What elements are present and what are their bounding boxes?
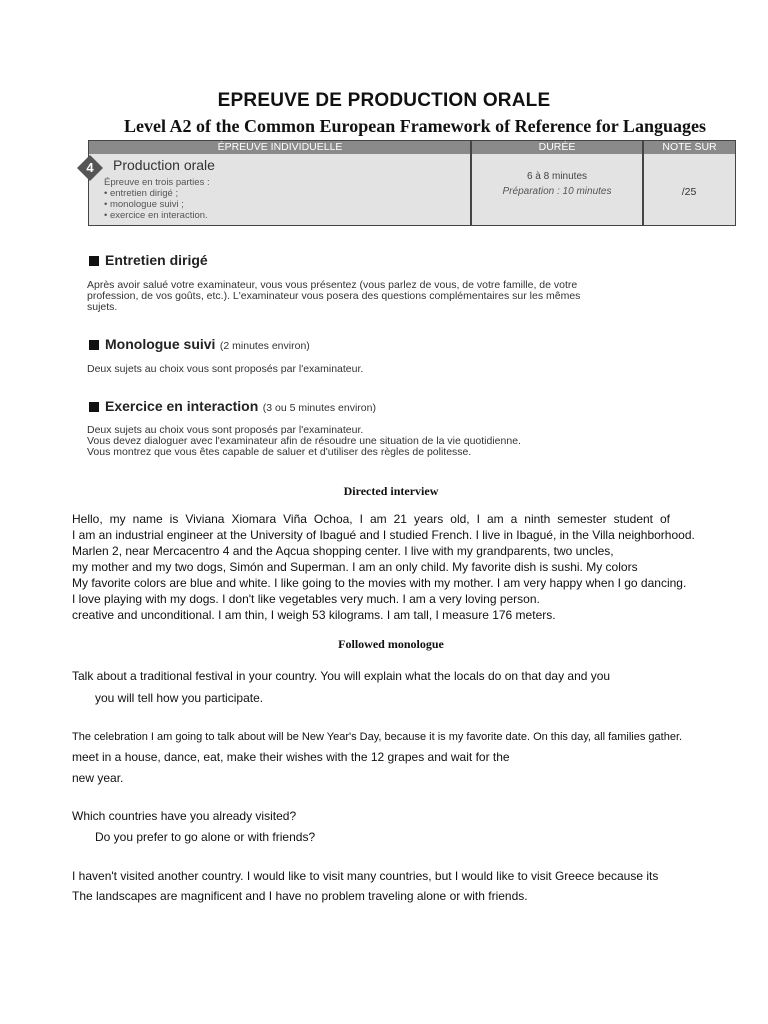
section-heading-monologue: [105, 336, 310, 354]
page-subtitle: Level A2 of the Common European Framework of Reference for Languages: [124, 116, 706, 136]
page-title: EPREUVE DE PRODUCTION ORALE: [217, 90, 551, 111]
section-text-line: Vous montrez que vous êtes capable de saluer et d'utiliser des règles de politesse.: [87, 446, 472, 458]
section-title-entretien: Entretien dirigé: [105, 252, 208, 268]
question-answer-line: The landscapes are magnificent and I have no problem traveling alone or with friends.: [72, 889, 528, 903]
square-bullet-icon: [89, 402, 99, 412]
interview-line: Hello, my name is Viviana Xiomara Viña Ochoa, I am 21 years old, I am a ninth semester student of: [72, 512, 670, 526]
question-line: Do you prefer to go alone or with friends?: [95, 830, 316, 844]
table-divider: [470, 141, 472, 225]
exam-score: /25: [681, 186, 697, 198]
question-answer-line: I haven't visited another country. I would like to visit many countries, but I would like to visit Greece because its: [72, 869, 659, 883]
exam-duration: 6 à 8 minutes: [526, 171, 588, 182]
exam-line: • monologue suivi ;: [104, 199, 184, 210]
answer-line: meet in a house, dance, eat, make their wishes with the 12 grapes and wait for the: [72, 750, 510, 764]
heading-followed-monologue: Followed monologue: [338, 637, 444, 651]
section-heading-interaction: [105, 398, 376, 416]
prompt-line: Talk about a traditional festival in your country. You will explain what the locals do on that day and you: [72, 669, 611, 683]
exam-preparation: Préparation : 10 minutes: [502, 186, 612, 197]
section-text-line: Vous devez dialoguer avec l'examinateur afin de résoudre une situation de la vie quotidienne.: [87, 435, 521, 447]
answer-line: new year.: [72, 771, 124, 785]
section-text-line: sujets.: [87, 301, 118, 313]
section-text-line: Deux sujets au choix vous sont proposés par l'examinateur.: [87, 363, 364, 375]
interview-line: I love playing with my dogs. I don't like vegetables very much. I am a very loving person.: [72, 592, 540, 606]
exam-title: Production orale: [113, 157, 215, 173]
interview-line: Marlen 2, near Mercacentro 4 and the Aqcua shopping center. I live with my grandparents, two uncles,: [72, 544, 614, 558]
col-header-duree: DURÉE: [538, 141, 576, 153]
prompt-line-first: [72, 668, 610, 685]
badge-number: 4: [86, 160, 94, 175]
section-note-interaction: (3 ou 5 minutes environ): [262, 402, 376, 414]
exam-line: • entretien dirigé ;: [104, 188, 179, 199]
heading-directed-interview: Directed interview: [343, 484, 439, 498]
exam-line: Épreuve en trois parties :: [104, 177, 210, 188]
section-text-line: profession, de vos goûts, etc.). L'examinateur vous posera des questions complémentaires sur les mêmes: [87, 290, 581, 302]
question-line: Which countries have you already visited?: [72, 809, 297, 823]
interview-line: creative and unconditional. I am thin, I weigh 53 kilograms. I am tall, I measure 176 meters.: [72, 608, 556, 622]
col-header-note: NOTE SUR: [662, 141, 717, 153]
table-divider: [642, 141, 644, 225]
interview-line: my mother and my two dogs, Simón and Superman. I am an only child. My favorite dish is sushi. My colors: [72, 560, 638, 574]
interview-line: I am an industrial engineer at the University of Ibagué and I studied French. I live in Ibagué, in the Villa neighborhood.: [72, 528, 695, 542]
section-title-monologue: Monologue suivi: [105, 336, 216, 352]
section-title-interaction: Exercice en interaction: [105, 398, 259, 414]
section-text-line: Après avoir salué votre examinateur, vous vous présentez (vous parlez de vous, de votre famille, de votre: [87, 279, 578, 291]
question-line-first: [72, 808, 296, 825]
section-note-monologue: (2 minutes environ): [219, 340, 310, 352]
square-bullet-icon: [89, 340, 99, 350]
interview-line: My favorite colors are blue and white. I like going to the movies with my mother. I am very happy when I go dancing.: [72, 576, 687, 590]
section-text-line: Deux sujets au choix vous sont proposés par l'examinateur.: [87, 424, 364, 436]
square-bullet-icon: [89, 256, 99, 266]
exam-line: • exercice en interaction.: [104, 210, 208, 221]
prompt-line: you will tell how you participate.: [95, 691, 264, 705]
col-header-epreuve: ÉPREUVE INDIVIDUELLE: [217, 141, 343, 153]
answer-line: The celebration I am going to talk about will be New Year's Day, because it is my favorite date. On this day, all families gather.: [72, 731, 683, 743]
